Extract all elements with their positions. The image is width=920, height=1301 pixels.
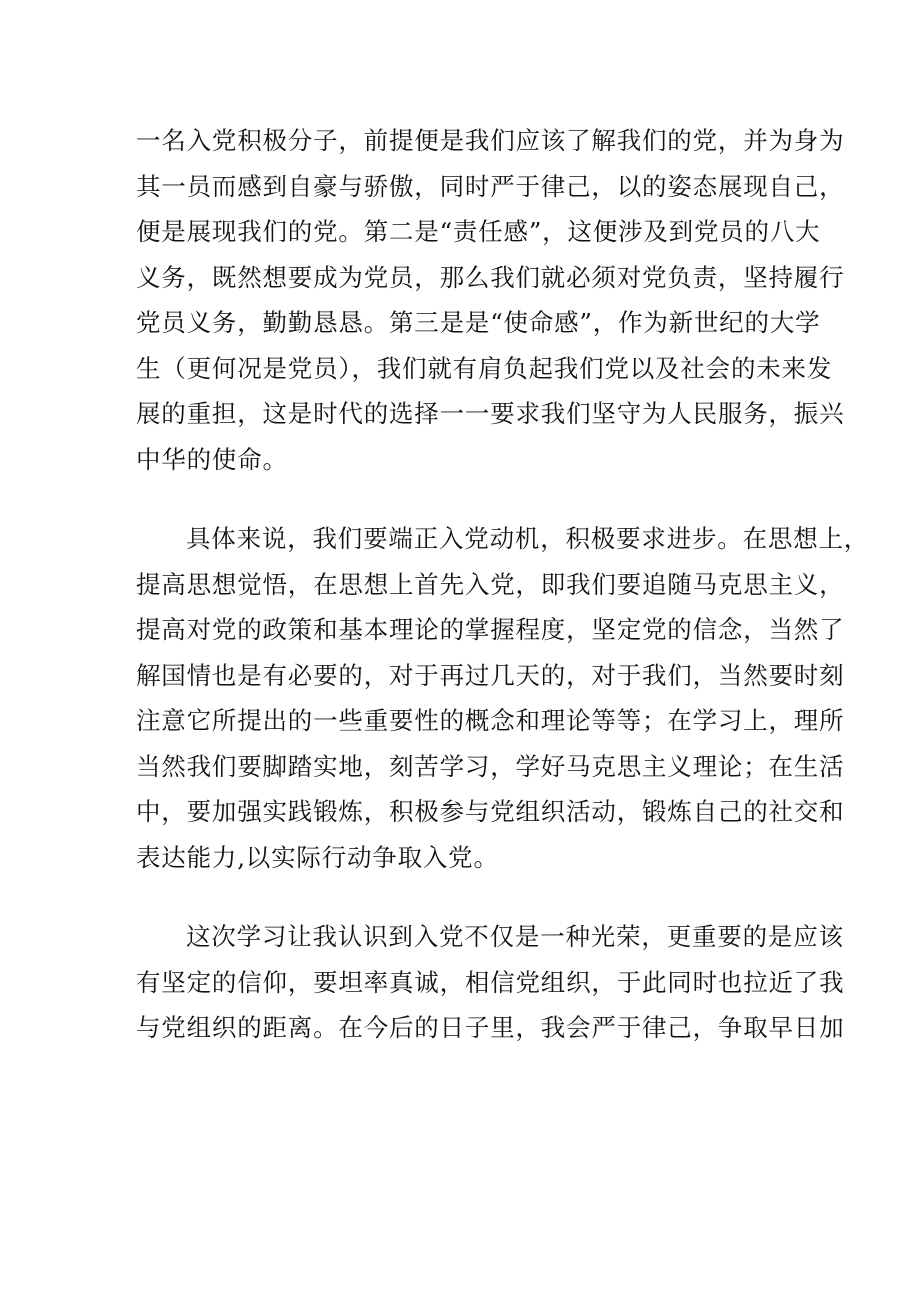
text-line: 表达能力,以实际行动争取入党。	[136, 842, 499, 872]
paragraph	[136, 914, 845, 1051]
paragraph-gap	[136, 880, 796, 914]
paragraph-gap	[136, 482, 796, 516]
text-line: 这次学习让我认识到入党不仅是一种光荣，更重要的是应该	[186, 922, 844, 951]
text-line: 有坚定的信仰，要坦率真诚，相信党组织，于此同时也拉近了我	[136, 967, 845, 997]
text-line: 义务，既然想要成为党员，那么我们就必须对党负责，坚持履行	[136, 262, 845, 292]
text-line: 中华的使命。	[136, 444, 288, 474]
text-line: 注意它所提出的一些重要性的概念和理论等等；在学习上，理所	[136, 706, 845, 735]
text-line: 当然我们要脚踏实地，刻苦学习，学好马克思主义理论；在生活	[136, 751, 845, 781]
text-line: 其一员而感到自豪与骄傲，同时严于律己，以的姿态展现自己，	[136, 171, 845, 201]
text-line: 展的重担，这是时代的选择一一要求我们坚守为人民服务，振兴	[136, 399, 845, 428]
text-line: 与党组织的距离。在今后的日子里，我会严于律己，争取早日加	[136, 1013, 845, 1042]
text-line: 一名入党积极分子，前提便是我们应该了解我们的党，并为身为	[136, 126, 845, 155]
text-line: 党员义务，勤勤恳恳。第三是是“使命感”，作为新世纪的大学	[136, 308, 821, 337]
text-line: 解国情也是有必要的，对于再过几天的，对于我们，当然要时刻	[136, 660, 845, 690]
text-line: 生（更何况是党员），我们就有肩负起我们党以及社会的未来发	[136, 353, 833, 383]
text-line: 提高对党的政策和基本理论的掌握程度，坚定党的信念，当然了	[136, 615, 845, 644]
text-line: 提高思想觉悟，在思想上首先入党，即我们要追随马克思主义，	[136, 569, 845, 599]
paragraph	[136, 118, 845, 482]
text-line: 便是展现我们的党。第二是“责任感”，这便涉及到党员的八大	[136, 217, 821, 246]
document-body	[136, 118, 870, 1051]
text-line: 具体来说，我们要端正入党动机，积极要求进步。在思想上，	[186, 524, 870, 553]
text-line: 中，要加强实践锻炼，积极参与党组织活动，锻炼自己的社交和	[136, 797, 845, 826]
paragraph	[136, 516, 870, 880]
